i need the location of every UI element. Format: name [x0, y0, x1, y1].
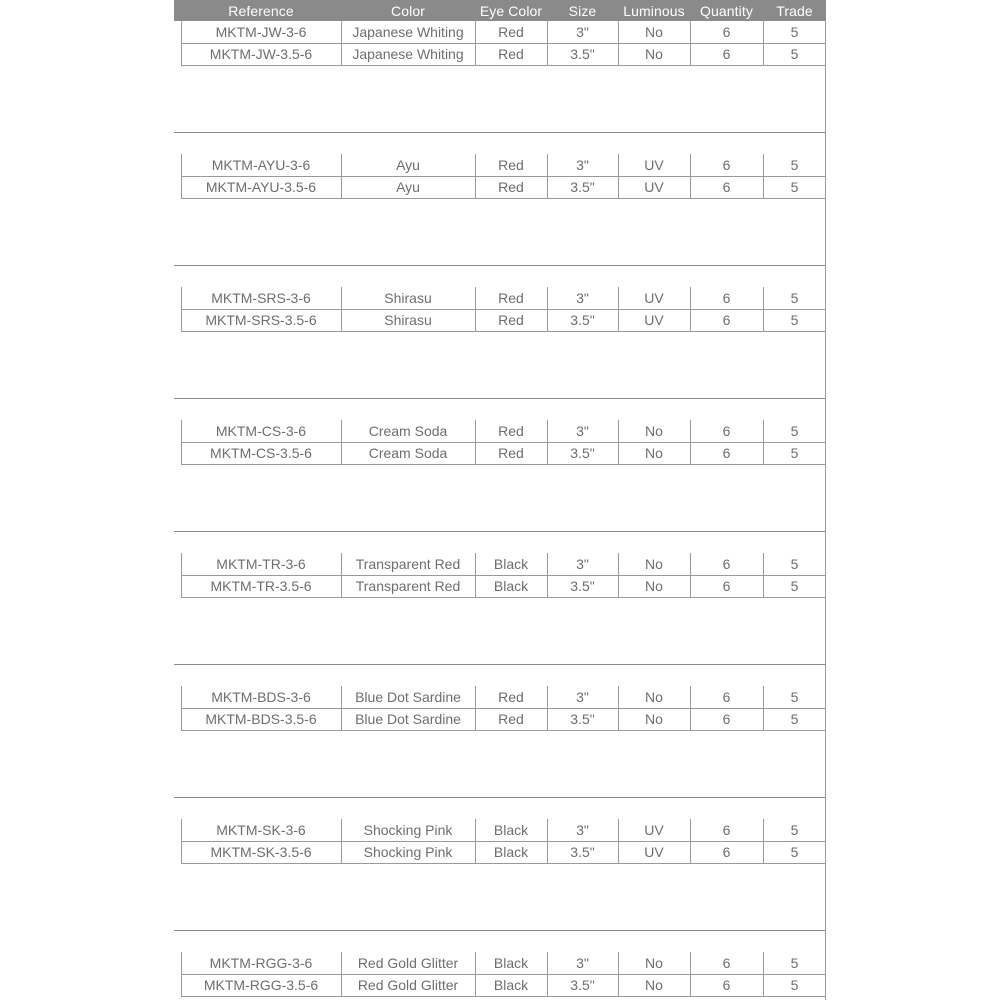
cell-eye-color: Black [493, 844, 529, 860]
column-divider [618, 686, 619, 730]
cell-color: Cream Soda [368, 445, 448, 461]
cell-eye-color: Red [498, 445, 524, 461]
table-row [181, 442, 826, 464]
cell-color: Japanese Whiting [352, 24, 464, 40]
cell-reference: MKTM-RGG-3-6 [209, 955, 313, 971]
column-divider [341, 686, 342, 730]
cell-quantity: 6 [722, 290, 731, 306]
cell-color: Shirasu [384, 312, 432, 328]
table-row [181, 176, 826, 198]
column-divider [475, 819, 476, 863]
column-divider [181, 952, 182, 996]
cell-reference: MKTM-JW-3-6 [215, 24, 307, 40]
cell-trade: 5 [790, 844, 799, 860]
column-divider [547, 553, 548, 597]
column-divider [475, 553, 476, 597]
cell-reference: MKTM-TR-3-6 [216, 556, 306, 572]
cell-size: 3.5" [570, 844, 595, 860]
column-divider [690, 553, 691, 597]
cell-color: Ayu [396, 179, 420, 195]
column-divider [341, 21, 342, 65]
column-divider [618, 420, 619, 464]
column-divider [618, 287, 619, 331]
cell-eye-color: Red [498, 290, 524, 306]
column-divider [763, 553, 764, 597]
column-divider [547, 21, 548, 65]
cell-luminous: No [645, 46, 663, 62]
column-divider [690, 154, 691, 198]
table-row [181, 154, 826, 176]
cell-trade: 5 [790, 822, 799, 838]
row-rule [181, 597, 826, 598]
cell-luminous: No [645, 955, 663, 971]
column-divider [763, 686, 764, 730]
cell-quantity: 6 [722, 689, 731, 705]
column-divider [341, 952, 342, 996]
column-divider [475, 686, 476, 730]
column-divider [341, 553, 342, 597]
cell-luminous: UV [644, 844, 664, 860]
cell-trade: 5 [790, 157, 799, 173]
header-size: Size [568, 3, 597, 19]
cell-quantity: 6 [722, 822, 731, 838]
cell-size: 3.5" [570, 578, 595, 594]
column-divider [341, 420, 342, 464]
cell-size: 3.5" [570, 977, 595, 993]
cell-luminous: No [645, 24, 663, 40]
cell-trade: 5 [790, 46, 799, 62]
cell-size: 3" [576, 290, 589, 306]
column-divider [475, 21, 476, 65]
cell-quantity: 6 [722, 179, 731, 195]
row-rule [181, 996, 826, 997]
cell-color: Ayu [396, 157, 420, 173]
cell-luminous: No [645, 977, 663, 993]
cell-quantity: 6 [722, 844, 731, 860]
column-divider [547, 287, 548, 331]
header-color: Color [391, 3, 425, 19]
cell-eye-color: Red [498, 157, 524, 173]
cell-trade: 5 [790, 711, 799, 727]
cell-size: 3.5" [570, 445, 595, 461]
cell-trade: 5 [790, 179, 799, 195]
cell-reference: MKTM-SRS-3.5-6 [205, 312, 317, 328]
cell-size: 3" [576, 556, 589, 572]
header-quantity: Quantity [700, 3, 753, 19]
cell-trade: 5 [790, 977, 799, 993]
table-row [181, 819, 826, 841]
column-divider [181, 553, 182, 597]
cell-reference: MKTM-BDS-3.5-6 [205, 711, 317, 727]
cell-trade: 5 [790, 556, 799, 572]
column-divider [618, 154, 619, 198]
column-divider [763, 420, 764, 464]
table-row [181, 575, 826, 597]
group-separator [174, 797, 826, 798]
column-divider [618, 553, 619, 597]
cell-eye-color: Red [498, 24, 524, 40]
cell-size: 3" [576, 423, 589, 439]
cell-eye-color: Red [498, 46, 524, 62]
cell-size: 3.5" [570, 711, 595, 727]
column-divider [763, 287, 764, 331]
cell-quantity: 6 [722, 312, 731, 328]
cell-eye-color: Black [493, 822, 529, 838]
header-reference: Reference [228, 3, 294, 19]
cell-quantity: 6 [722, 556, 731, 572]
column-divider [475, 287, 476, 331]
cell-quantity: 6 [722, 445, 731, 461]
cell-reference: MKTM-CS-3.5-6 [210, 445, 312, 461]
column-divider [341, 287, 342, 331]
cell-trade: 5 [790, 423, 799, 439]
cell-eye-color: Red [498, 179, 524, 195]
cell-size: 3.5" [570, 46, 595, 62]
column-divider [690, 287, 691, 331]
cell-color: Cream Soda [368, 423, 448, 439]
cell-luminous: UV [644, 157, 664, 173]
cell-luminous: UV [644, 312, 664, 328]
cell-reference: MKTM-JW-3.5-6 [209, 46, 313, 62]
cell-trade: 5 [790, 312, 799, 328]
cell-color: Red Gold Glitter [357, 977, 459, 993]
column-divider [618, 21, 619, 65]
column-divider [690, 21, 691, 65]
row-rule [181, 464, 826, 465]
column-divider [763, 154, 764, 198]
table-row [181, 686, 826, 708]
cell-eye-color: Black [493, 977, 529, 993]
table-row [181, 309, 826, 331]
cell-size: 3.5" [570, 312, 595, 328]
cell-reference: MKTM-CS-3-6 [215, 423, 307, 439]
table-row [181, 21, 826, 43]
cell-reference: MKTM-SK-3-6 [216, 822, 306, 838]
table-row [181, 708, 826, 730]
table-row [181, 287, 826, 309]
cell-color: Shocking Pink [363, 822, 453, 838]
group-separator [174, 132, 826, 133]
cell-eye-color: Red [498, 312, 524, 328]
cell-luminous: UV [644, 290, 664, 306]
column-divider [547, 686, 548, 730]
column-divider [181, 154, 182, 198]
table-row [181, 420, 826, 442]
column-divider [618, 952, 619, 996]
column-divider [690, 420, 691, 464]
cell-reference: MKTM-AYU-3-6 [211, 157, 311, 173]
header-luminous: Luminous [623, 3, 685, 19]
cell-eye-color: Black [493, 955, 529, 971]
header-eye-color: Eye Color [479, 3, 543, 19]
cell-reference: MKTM-TR-3.5-6 [210, 578, 312, 594]
cell-quantity: 6 [722, 24, 731, 40]
table-row [181, 553, 826, 575]
column-divider [181, 287, 182, 331]
cell-color: Transparent Red [355, 578, 461, 594]
cell-eye-color: Red [498, 423, 524, 439]
cell-trade: 5 [790, 578, 799, 594]
table-row [181, 952, 826, 974]
column-divider [618, 819, 619, 863]
cell-reference: MKTM-AYU-3.5-6 [205, 179, 317, 195]
cell-eye-color: Black [493, 578, 529, 594]
column-divider [690, 952, 691, 996]
cell-trade: 5 [790, 24, 799, 40]
row-rule [181, 331, 826, 332]
cell-size: 3" [576, 157, 589, 173]
table-header [174, 0, 826, 21]
cell-luminous: No [645, 578, 663, 594]
cell-luminous: No [645, 689, 663, 705]
cell-color: Red Gold Glitter [357, 955, 459, 971]
column-divider [341, 819, 342, 863]
cell-luminous: No [645, 711, 663, 727]
column-divider [763, 819, 764, 863]
column-divider [475, 154, 476, 198]
cell-quantity: 6 [722, 711, 731, 727]
column-divider [690, 686, 691, 730]
cell-trade: 5 [790, 955, 799, 971]
cell-luminous: No [645, 556, 663, 572]
row-rule [181, 65, 826, 66]
table-row [181, 841, 826, 863]
header-trade: Trade [776, 3, 813, 19]
cell-luminous: UV [644, 179, 664, 195]
column-divider [181, 420, 182, 464]
group-separator [174, 930, 826, 931]
cell-eye-color: Red [498, 689, 524, 705]
column-divider [547, 420, 548, 464]
cell-quantity: 6 [722, 977, 731, 993]
cell-luminous: UV [644, 822, 664, 838]
cell-trade: 5 [790, 689, 799, 705]
cell-quantity: 6 [722, 578, 731, 594]
cell-luminous: No [645, 423, 663, 439]
column-divider [475, 420, 476, 464]
column-divider [547, 952, 548, 996]
row-rule [181, 863, 826, 864]
column-divider [763, 952, 764, 996]
cell-color: Shirasu [384, 290, 432, 306]
row-rule [181, 730, 826, 731]
column-divider [690, 819, 691, 863]
table-row [181, 43, 826, 65]
group-separator [174, 265, 826, 266]
group-separator [174, 664, 826, 665]
cell-reference: MKTM-SRS-3-6 [211, 290, 311, 306]
cell-trade: 5 [790, 290, 799, 306]
column-divider [181, 819, 182, 863]
column-divider [547, 154, 548, 198]
column-divider [181, 21, 182, 65]
cell-quantity: 6 [722, 955, 731, 971]
cell-eye-color: Black [493, 556, 529, 572]
cell-quantity: 6 [722, 46, 731, 62]
cell-eye-color: Red [498, 711, 524, 727]
cell-size: 3" [576, 689, 589, 705]
cell-size: 3.5" [570, 179, 595, 195]
column-divider [763, 21, 764, 65]
cell-reference: MKTM-SK-3.5-6 [210, 844, 312, 860]
cell-quantity: 6 [722, 157, 731, 173]
group-separator [174, 531, 826, 532]
row-rule [181, 198, 826, 199]
cell-color: Japanese Whiting [352, 46, 464, 62]
table-row [181, 974, 826, 996]
group-separator [174, 398, 826, 399]
cell-size: 3" [576, 822, 589, 838]
column-divider [475, 952, 476, 996]
column-divider [181, 686, 182, 730]
cell-color: Blue Dot Sardine [355, 689, 461, 705]
cell-size: 3" [576, 24, 589, 40]
cell-color: Blue Dot Sardine [355, 711, 461, 727]
column-divider [341, 154, 342, 198]
cell-reference: MKTM-BDS-3-6 [211, 689, 311, 705]
cell-quantity: 6 [722, 423, 731, 439]
cell-size: 3" [576, 955, 589, 971]
cell-color: Transparent Red [355, 556, 461, 572]
cell-color: Shocking Pink [363, 844, 453, 860]
cell-trade: 5 [790, 445, 799, 461]
cell-luminous: No [645, 445, 663, 461]
cell-reference: MKTM-RGG-3.5-6 [203, 977, 319, 993]
column-divider [547, 819, 548, 863]
